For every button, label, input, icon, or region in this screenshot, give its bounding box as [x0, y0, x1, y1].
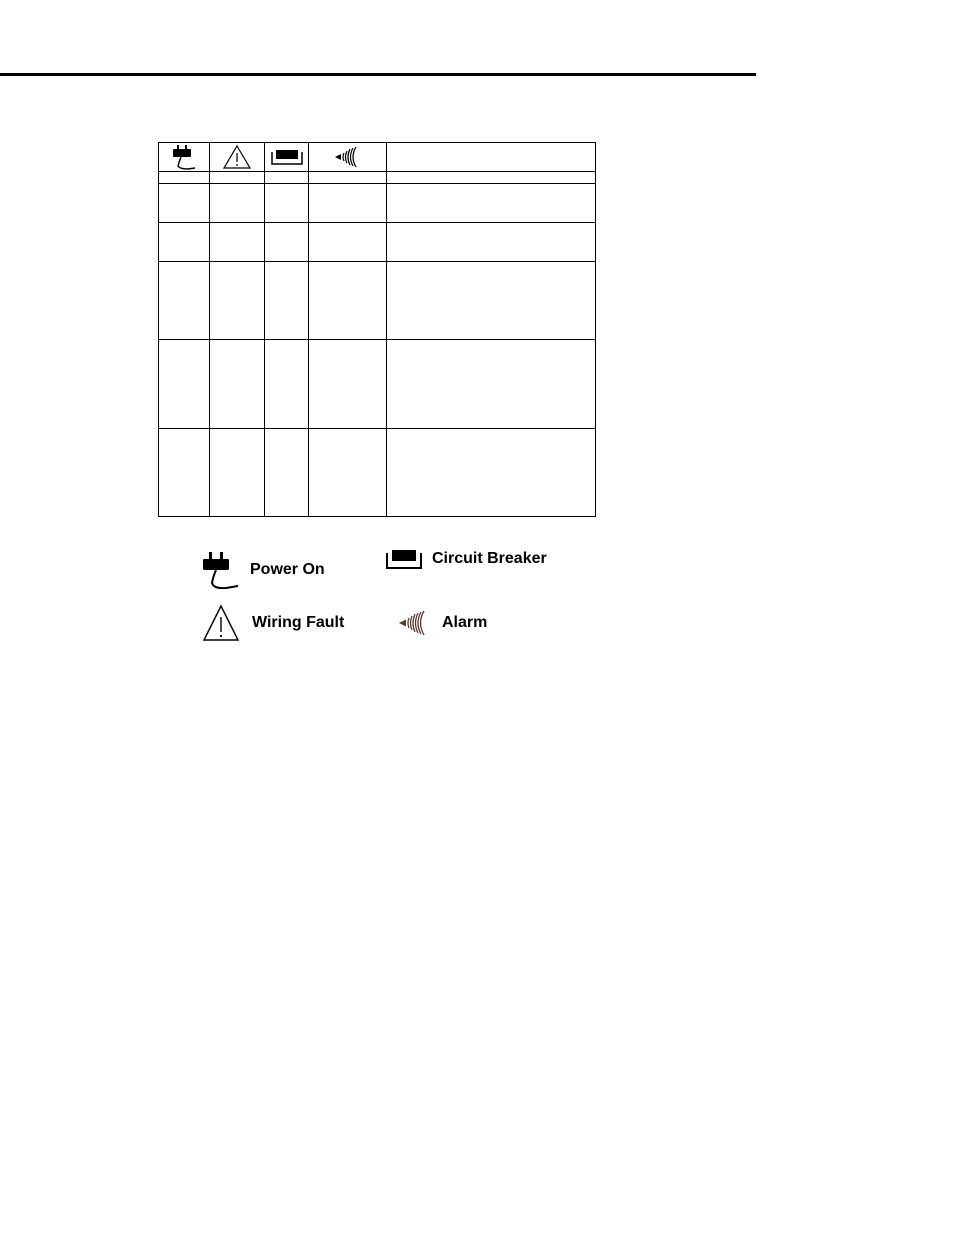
legend-wiring-fault: [202, 604, 344, 642]
legend-circuit-breaker: [386, 548, 547, 570]
table-row: [159, 340, 595, 428]
legend-label-wiring-fault: Wiring Fault: [252, 614, 345, 631]
legend-power-on: [200, 549, 325, 591]
legend-label-power-on: Power On: [250, 561, 325, 578]
header-power-on: [159, 143, 209, 171]
header-description: [387, 143, 596, 171]
circuit-breaker-icon: [271, 148, 303, 166]
alarm-sound-icon: [398, 610, 428, 636]
legend-label-alarm: Alarm: [442, 614, 488, 631]
wiring-fault-triangle-icon: [202, 604, 240, 642]
table-row: [159, 262, 595, 339]
legend-label-circuit-breaker: Circuit Breaker: [432, 550, 547, 567]
circuit-breaker-icon: [386, 548, 422, 570]
table-row: [159, 429, 595, 517]
wiring-fault-triangle-icon: [223, 145, 251, 169]
header-wiring-fault: [210, 143, 264, 171]
legend-alarm: [398, 610, 487, 636]
power-on-plug-icon: [200, 549, 240, 591]
indicator-table: [158, 142, 596, 517]
table-row: [159, 184, 595, 222]
power-on-plug-icon: [170, 144, 198, 170]
top-rule: [0, 73, 756, 76]
alarm-sound-icon: [334, 146, 362, 168]
header-alarm: [309, 143, 386, 171]
header-circuit-breaker: [265, 143, 308, 171]
table-row: [159, 172, 595, 183]
table-row: [159, 223, 595, 261]
